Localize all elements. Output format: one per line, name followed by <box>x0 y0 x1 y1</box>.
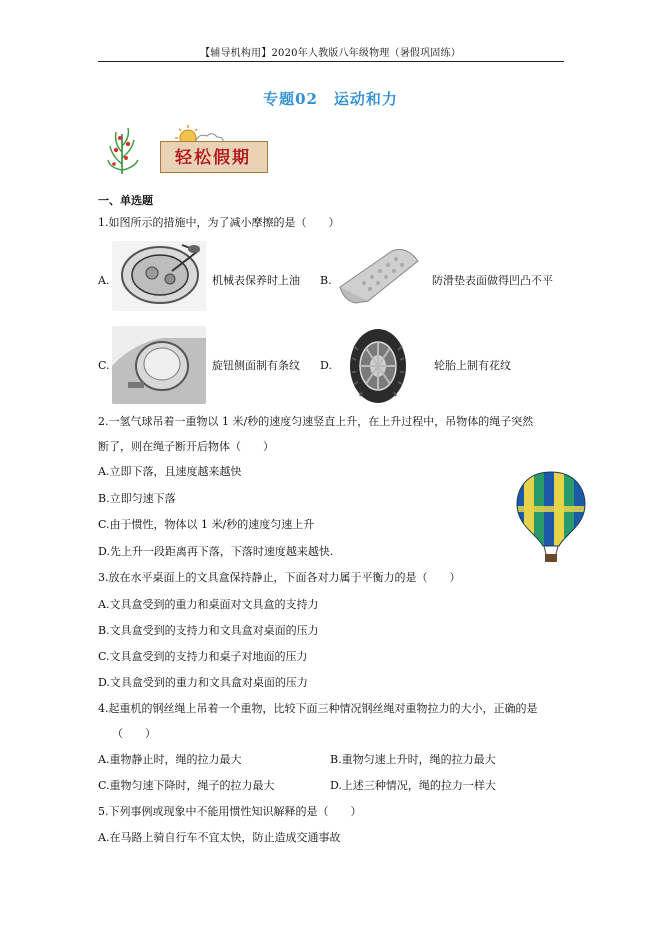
q1-option-d-letter: D. <box>320 359 332 372</box>
page-title: 专题02 运动和力 <box>263 90 398 108</box>
header-divider <box>98 61 564 62</box>
q5-option-a: A.在马路上骑自行车不宜太快，防止造成交通事故 <box>98 831 341 844</box>
banner-label: 轻松假期 <box>175 148 251 168</box>
q2-option-d: D.先上升一段距离再下落，下落时速度越来越快. <box>98 545 334 558</box>
knob-image <box>112 326 206 404</box>
question-2-stem-line1: 2.一氢气球吊着一重物以 1 米/秒的速度匀速竖直上升，在上升过程中，吊物体的绳子突然 <box>98 415 534 428</box>
q2-option-a: A.立即下落，且速度越来越快 <box>98 465 242 478</box>
hot-air-balloon-icon <box>512 470 590 564</box>
q1-option-a-letter: A. <box>98 274 110 287</box>
q1-option-b-letter: B. <box>320 274 332 287</box>
q4-option-b: B.重物匀速上升时，绳的拉力最大 <box>330 753 496 766</box>
question-4-stem-line2: （ ） <box>112 727 156 740</box>
q1-option-c-letter: C. <box>98 359 110 372</box>
q2-option-c: C.由于惯性，物体以 1 米/秒的速度匀速上升 <box>98 518 315 531</box>
q4-option-c: C.重物匀速下降时，绳子的拉力最大 <box>98 779 275 792</box>
question-2-stem-line2: 断了，则在绳子断开后物体（ ） <box>98 440 274 453</box>
question-4-stem-line1: 4.起重机的钢丝绳上吊着一个重物，比较下面三种情况钢丝绳对重物拉力的大小，正确的是 <box>98 702 538 715</box>
watch-oiling-image <box>112 241 206 311</box>
q1-option-d-text: 轮胎上制有花纹 <box>434 359 511 372</box>
question-5-stem: 5.下列事例或现象中不能用惯性知识解释的是（ ） <box>98 805 362 818</box>
plant-icon <box>108 128 138 174</box>
question-3-stem: 3.放在水平桌面上的文具盒保持静止，下面各对力属于平衡力的是（ ） <box>98 571 461 584</box>
q1-option-a-text: 机械表保养时上油 <box>212 274 300 287</box>
q3-option-a: A.文具盒受到的重力和桌面对文具盒的支持力 <box>98 598 319 611</box>
tire-image <box>346 326 410 406</box>
section-title: 一、单选题 <box>98 194 153 207</box>
q2-option-b: B.立即匀速下落 <box>98 492 176 505</box>
q3-option-b: B.文具盒受到的支持力和文具盒对桌面的压力 <box>98 624 319 637</box>
anti-slip-mat-image <box>334 243 426 307</box>
page-header: 【辅导机构用】2020年人教版八年级物理（暑假巩固练） <box>200 48 461 59</box>
q1-option-c-text: 旋钮侧面制有条纹 <box>212 359 300 372</box>
q4-option-a: A.重物静止时，绳的拉力最大 <box>98 753 242 766</box>
question-1-stem: 1.如图所示的措施中，为了减小摩擦的是（ ） <box>98 216 340 229</box>
q3-option-c: C.文具盒受到的支持力和桌子对地面的压力 <box>98 650 308 663</box>
q1-option-b-text: 防滑垫表面做得凹凸不平 <box>432 274 553 287</box>
q4-option-d: D.上述三种情况，绳的拉力一样大 <box>330 779 496 792</box>
q3-option-d: D.文具盒受到的重力和文具盒对桌面的压力 <box>98 676 308 689</box>
